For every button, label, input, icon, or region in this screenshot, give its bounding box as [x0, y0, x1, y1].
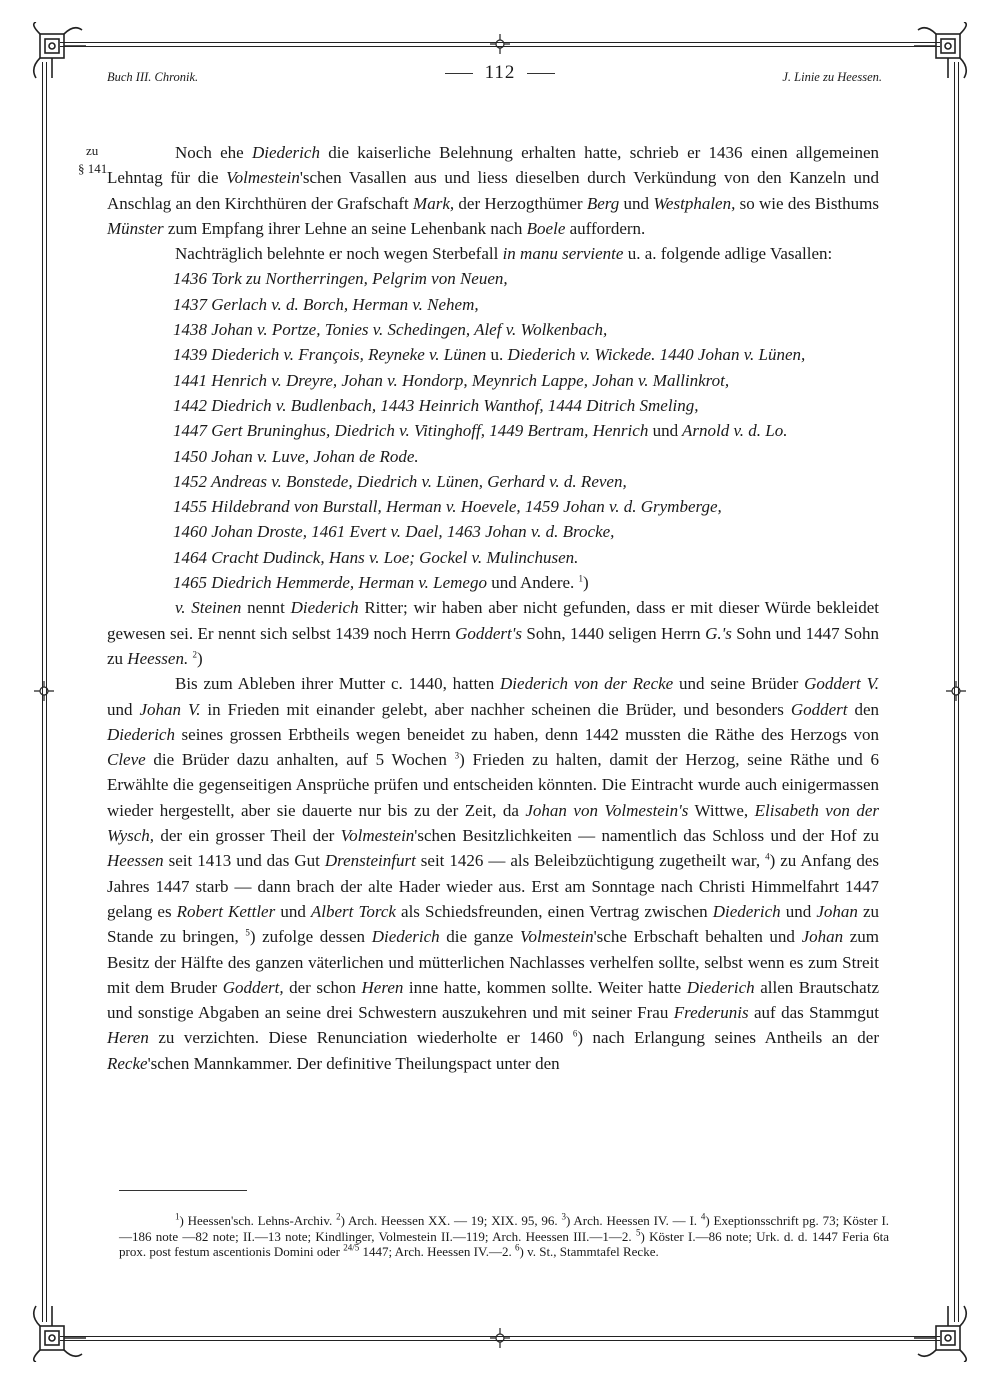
list-item: 1465 Diedrich Hemmerde, Herman v. Lemego und Andere. $^1$): [173, 573, 589, 593]
rosette-ornament-icon: [945, 680, 967, 702]
rosette-ornament-icon: [489, 33, 511, 55]
list-item: 1452 Andreas v. Bonstede, Diedrich v. Lünen, Gerhard v. d. Reven,: [173, 471, 627, 491]
margin-note-section: § 141: [78, 161, 108, 176]
list-item: 1437 Gerlach v. d. Borch, Herman v. Nehem,: [173, 294, 479, 314]
list-item: 1436 Tork zu Northerringen, Pelgrim von Neuen,: [173, 269, 508, 289]
running-header-right: J. Linie zu Heessen.: [782, 70, 882, 84]
margin-note: [78, 143, 107, 177]
list-item: 1464 Cracht Dudinck, Hans v. Loe; Gockel v. Mulinchusen.: [173, 547, 579, 567]
paragraph-2: Nachträglich belehnte er noch wegen Sterbefall in manu serviente u. a. folgende adlige Vasallen:: [175, 244, 833, 264]
rosette-ornament-icon: [33, 680, 55, 702]
list-item: 1439 Diederich v. François, Reyneke v. Lünen u. Diederich v. Wickede. 1440 Johan v. Lünen,: [173, 345, 806, 365]
list-item: 1438 Johan v. Portze, Tonies v. Schedingen, Alef v. Wolkenbach,: [173, 320, 608, 340]
page-number-text: 112: [484, 62, 516, 83]
running-header-left: Buch III. Chronik.: [107, 70, 199, 84]
list-item: 1460 Johan Droste, 1461 Evert v. Dael, 1463 Johan v. d. Brocke,: [173, 522, 615, 542]
list-item: 1442 Diedrich v. Budlenbach, 1443 Heinrich Wanthof, 1444 Ditrich Smeling,: [173, 395, 699, 415]
footnote-rule: [119, 1190, 247, 1191]
list-item: 1450 Johan v. Luve, Johan de Rode.: [173, 446, 419, 466]
header-dash: [527, 73, 555, 74]
paragraph-4: Bis zum Ableben ihrer Mutter c. 1440, hatten Diederich von der Recke und seine Brüder Goddert V. und Johan V. in Frieden mit einander gelebt, aber nachher scheinen die Brüder, und besonders Goddert den Diederich seines grossen Erbtheils wegen beneidet zu haben, denn 1442 mussten die Räthe des Herzogs von Cleve die Brüder dazu anhalten, auf 5 Wochen $^3$) Frieden zu halten, damit der Herzog, seine Räthe und 6 Erwählte die gegenseitigen Ansprüche prüfen und entscheiden könnten. Die Eintracht wurde auch einigermassen wieder hergestellt, aber sie dauerte nur bis zu der Zeit, da Johan von Volmestein's Wittwe, Elisabeth von der Wysch, der ein grosser Theil der Volmestein'schen Besitzlichkeiten — namentlich das Schloss und der Hof zu Heessen seit 1413 und das Gut Drensteinfurt seit 1426 — als Beleibzüchtigung zugetheilt war, $^4$) zu Anfang des Jahres 1447 starb — dann brach der alte Hader wieder aus. Erst am Sonntage nach Christi Himmelfahrt 1447 gelang es Robert Kettler und Albert Torck als Schiedsfreunden, einen Vertrag zwischen Diederich und Johan zu Stande zu bringen, $^5$) zufolge dessen Diederich die ganze Volmestein'sche Erbschaft behalten und Johan zum Besitz der Hälfte des ganzen väterlichen und mütterlichen Nachlasses verhelfen sollte, selbst wenn es zum Streit mit dem Bruder Goddert, der schon Heren inne hatte, kommen sollte. Weiter hatte Diederich allen Brautschatz und sonstige Abgaben an seine drei Schwestern auszukehren und mit seiner Frau Frederunis auf das Stammgut Heren zu verzichten. Diese Renunciation wiederholte er 1460 $^6$) nach Erlangung seines Antheils an der Recke'schen Mannkammer. Der definitive Theilungspact unter den: [107, 674, 880, 1073]
paragraph-1: Noch ehe Diederich die kaiserliche Belehnung erhalten hatte, schrieb er 1436 einen allgemeinen Lehntag für die Volmestein'schen Vasallen aus und liess dieselben durch Verkündung von den Kanzeln und Anschlag an den Kirchthüren der Grafschaft Mark, der Herzogthümer Berg und Westphalen, so wie des Bisthums Münster zum Empfang ihrer Lehne an seine Lehenbank nach Boele auffordern.: [107, 143, 880, 238]
margin-note-zu: zu: [86, 143, 99, 158]
rosette-ornament-icon: [489, 1327, 511, 1349]
list-item: 1447 Gert Bruninghus, Diedrich v. Vitinghoff, 1449 Bertram, Henrich und Arnold v. d. Lo.: [173, 421, 788, 441]
corner-ornament-icon: [912, 1302, 972, 1362]
main-text: [107, 140, 879, 1076]
corner-ornament-icon: [28, 1302, 88, 1362]
list-item: 1455 Hildebrand von Burstall, Herman v. Hoevele, 1459 Johan v. d. Grymberge,: [173, 497, 722, 517]
vassal-list: [107, 266, 879, 595]
paragraph-3: v. Steinen nennt Diederich Ritter; wir haben aber nicht gefunden, dass er mit dieser Würde bekleidet gewesen sei. Er nennt sich selbst 1439 noch Herrn Goddert's Sohn, 1440 seligen Herrn G.'s Sohn und 1447 Sohn zu Heessen. $^2$): [107, 598, 879, 668]
header-dash: [445, 73, 473, 74]
footnote-line: $^1$) Heessen'sch. Lehns-Archiv. $^2$) Arch. Heessen XX. — 19; XIX. 95, 96. $^3$) Arch. Heessen IV. — I. $^4$) Exeptionsschrift pg. 73; Köster I.—186 note —82 note; II.—13 note; Kindlinger, Volmestein II.—119; Arch. Heessen III.—1—2. $^5$) Köster I.—86 note; Urk. d. d. 1447 Feria 6ta prox. post festum ascentionis Domini oder $^{24/5}$ 1447; Arch. Heessen IV.—2. $^6$) v. St., Stammtafel Recke.: [119, 1211, 890, 1259]
footnotes: [119, 1213, 889, 1260]
list-item: 1441 Henrich v. Dreyre, Johan v. Hondorp, Meynrich Lappe, Johan v. Mallinkrot,: [173, 370, 730, 390]
